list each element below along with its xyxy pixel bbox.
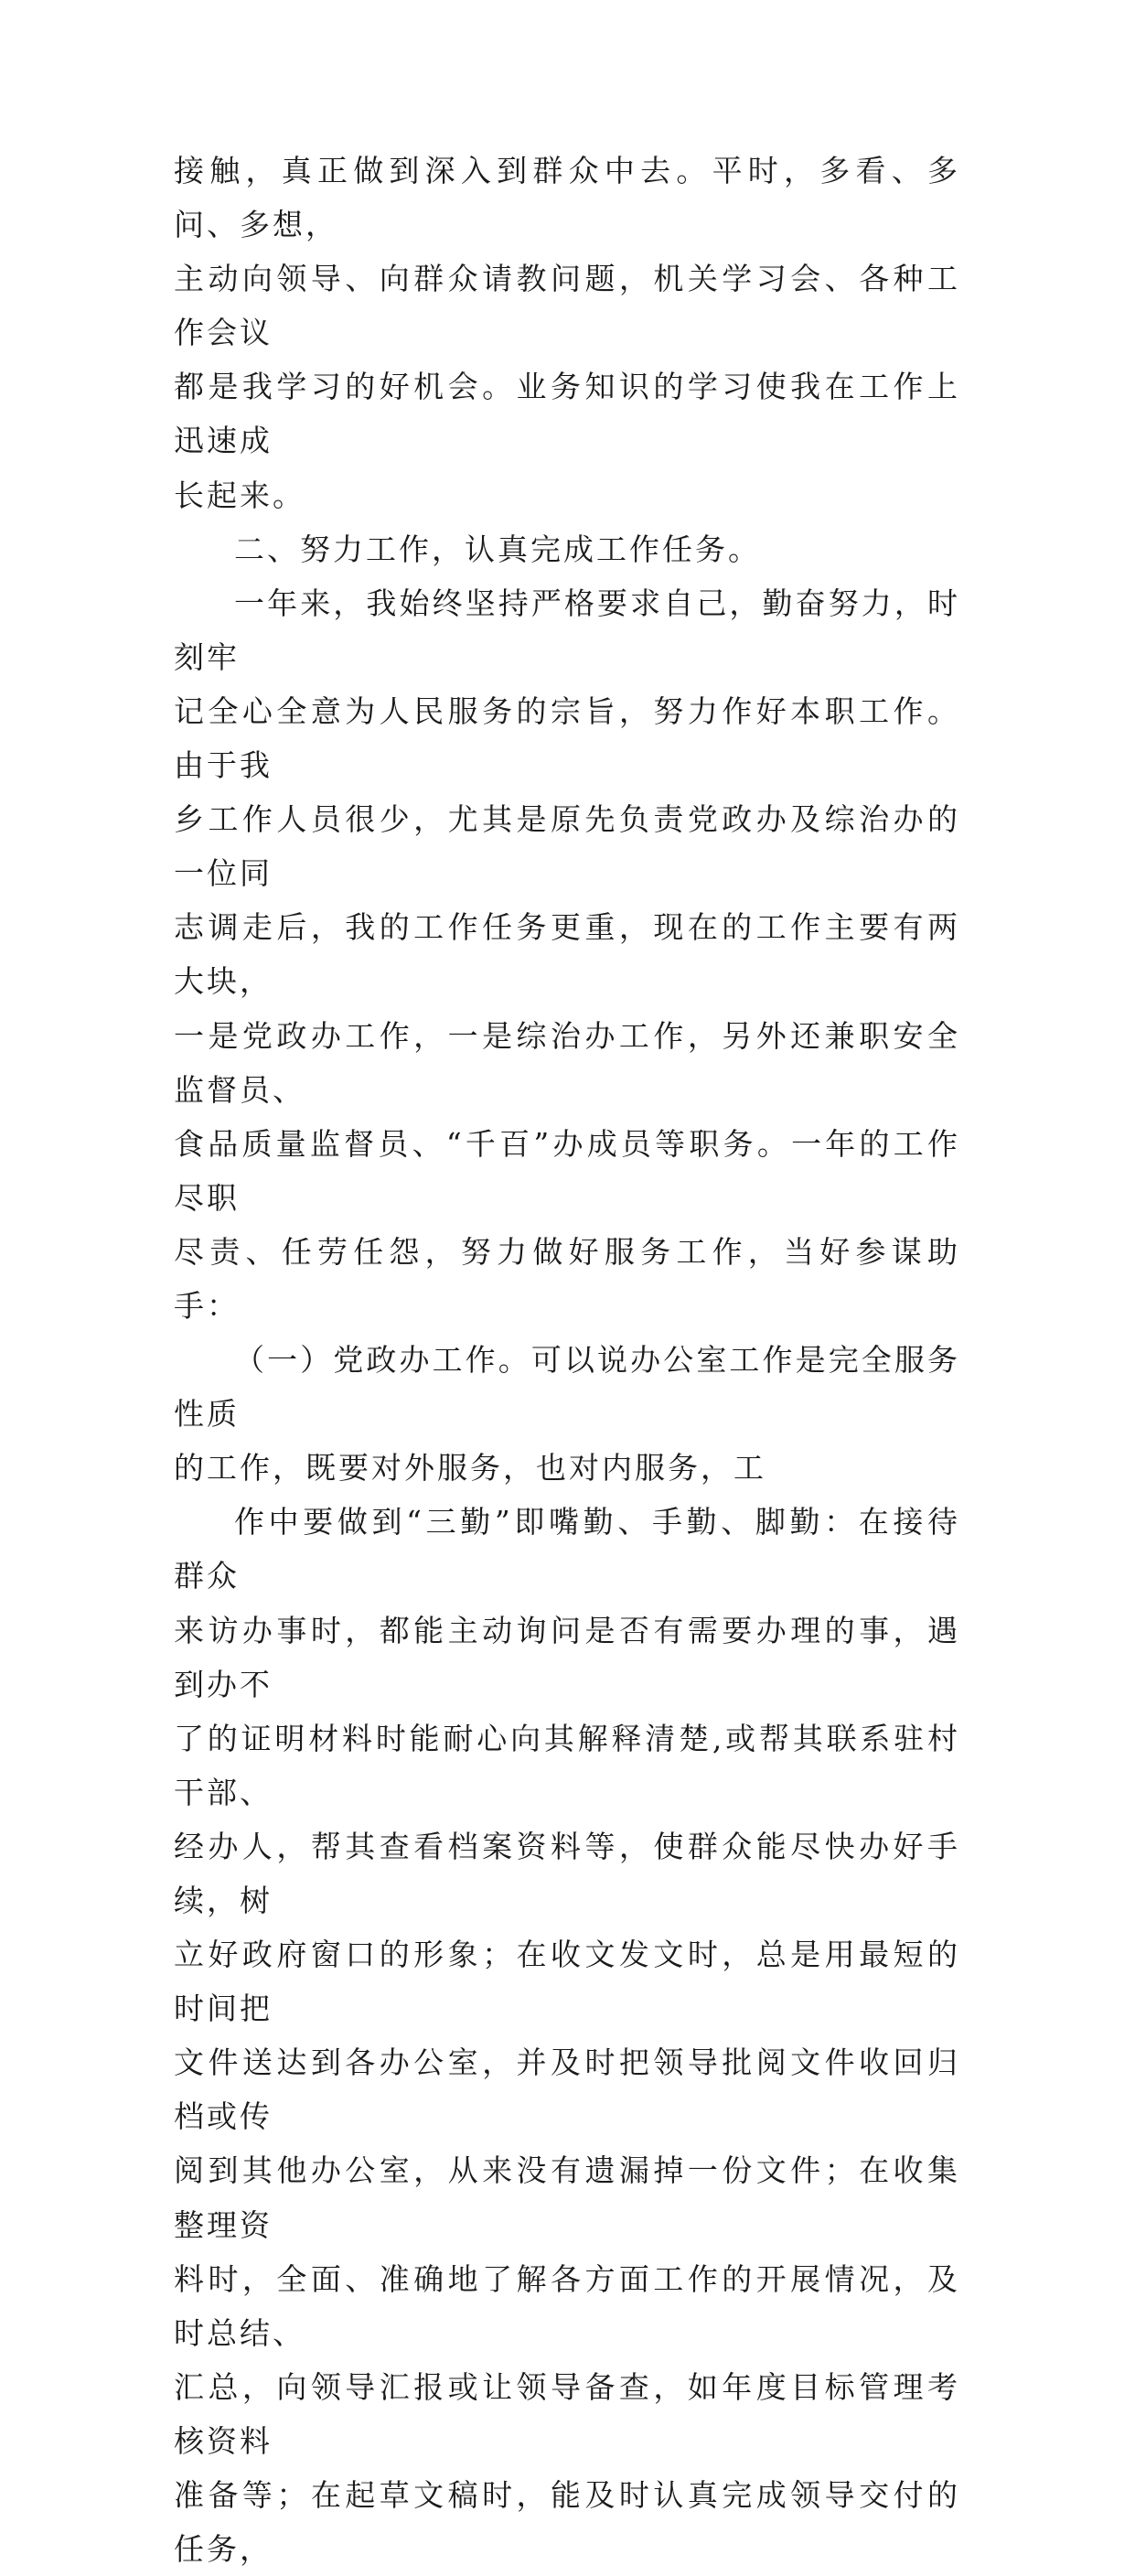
paragraph-1 <box>174 144 960 522</box>
text-line: 尽责、任劳任怨，努力做好服务工作，当好参谋助手： <box>174 1233 960 1324</box>
text-line: 料时，全面、准确地了解各方面工作的开展情况，及时总结、 <box>174 2260 960 2351</box>
paragraph-4 <box>174 1333 960 1495</box>
text-line: （一）党政办工作。可以说办公室工作是完全服务性质 <box>174 1342 960 1433</box>
text-line: 二、努力工作，认真完成工作任务。 <box>234 531 761 567</box>
text-line: 一年来，我始终坚持严格要求自己，勤奋努力，时刻牢 <box>174 585 960 675</box>
text-line: 准备等；在起草文稿时，能及时认真完成领导交付的任务， <box>174 2477 960 2568</box>
text-line: 主动向领导、向群众请教问题，机关学习会、各种工作会议 <box>174 261 960 351</box>
text-line: 乡工作人员很少，尤其是原先负责党政办及综治办的一位同 <box>174 801 960 892</box>
paragraph-3 <box>174 576 960 1333</box>
text-line: 汇总，向领导汇报或让领导备查，如年度目标管理考核资料 <box>174 2368 960 2459</box>
text-line: 了的证明材料时能耐心向其解释清楚,或帮其联系驻村干部、 <box>174 1720 960 1810</box>
section-heading <box>174 522 960 576</box>
paragraph-5 <box>174 1495 960 2576</box>
text-line: 文件送达到各办公室，并及时把领导批阅文件收回归档或传 <box>174 2045 960 2135</box>
text-line: 一是党政办工作，一是综治办工作，另外还兼职安全监督员、 <box>174 1017 960 1108</box>
text-line: 阅到其他办公室，从来没有遗漏掉一份文件；在收集整理资 <box>174 2152 960 2243</box>
text-line: 记全心全意为人民服务的宗旨，努力作好本职工作。由于我 <box>174 692 960 784</box>
text-line: 经办人，帮其查看档案资料等，使群众能尽快办好手续，树 <box>174 1828 960 1918</box>
text-line: 作中要做到“三勤”即嘴勤、手勤、脚勤：在接待群众 <box>174 1504 960 1594</box>
text-line: 来访办事时，都能主动询问是否有需要办理的事，遇到办不 <box>174 1612 960 1702</box>
text-line: 接触，真正做到深入到群众中去。平时，多看、多问、多想， <box>174 153 960 243</box>
text-line: 的工作，既要对外服务，也对内服务，工 <box>174 1450 766 1487</box>
document-body <box>174 144 960 2576</box>
text-line: 立好政府窗口的形象；在收文发文时，总是用最短的时间把 <box>174 1937 960 2027</box>
text-line: 食品质量监督员、“千百”办成员等职务。一年的工作尽职 <box>174 1125 960 1216</box>
text-line: 志调走后，我的工作任务更重，现在的工作主要有两大块， <box>174 909 960 1000</box>
text-line: 都是我学习的好机会。业务知识的学习使我在工作上迅速成 <box>174 369 960 459</box>
text-line: 长起来。 <box>174 477 305 513</box>
